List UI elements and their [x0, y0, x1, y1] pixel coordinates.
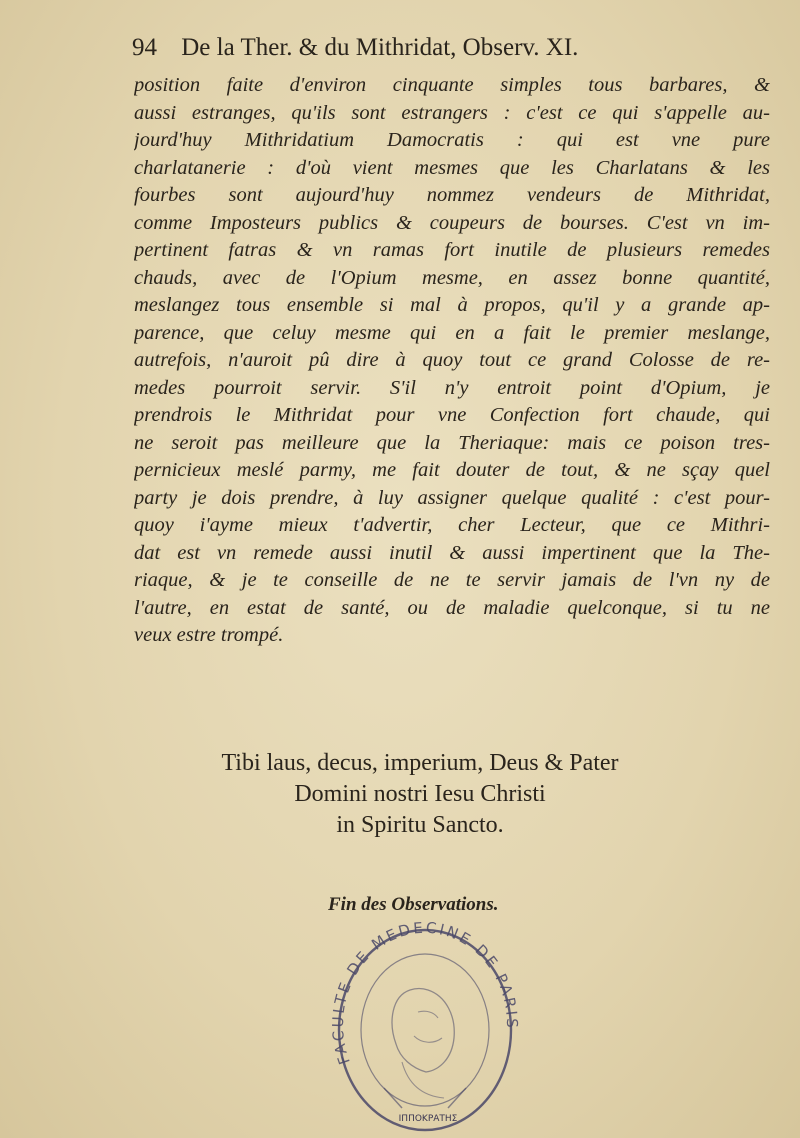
- text-line: meslangez tous ensemble si mal à propos, qu'il y a grande ap-: [134, 294, 770, 316]
- text-line: pernicieux meslé parmy, me fait douter de tout, & ne sçay quel: [134, 459, 770, 481]
- library-stamp-icon: [322, 912, 528, 1138]
- text-line: veux estre trompé.: [134, 624, 284, 646]
- page-number: 94: [132, 34, 157, 61]
- text-line: dat est vn remede aussi inutil & aussi impertinent que la The-: [134, 541, 770, 564]
- text-line: comme Imposteurs publics & coupeurs de bourses. C'est vn im-: [134, 211, 770, 234]
- text-line: aussi estranges, qu'ils sont estrangers : c'est ce qui s'appelle au-: [134, 101, 770, 124]
- text-line: quoy i'ayme mieux t'advertir, cher Lecteur, que ce Mithri-: [134, 514, 770, 536]
- text-line: medes pourroit servir. S'il n'y entroit point d'Opium, je: [134, 376, 770, 399]
- text-line: chauds, avec de l'Opium mesme, en assez bonne quantité,: [134, 266, 770, 289]
- body-paragraph: [134, 72, 770, 650]
- doxology: [150, 748, 690, 841]
- text-line: fourbes sont aujourd'huy nommez vendeurs de Mithridat,: [134, 184, 770, 206]
- stamp-bottom-lettering: ΙΠΠΟΚΡΑΤΗΣ: [398, 1114, 458, 1124]
- doxology-line: in Spiritu Sancto.: [336, 812, 504, 838]
- text-line: pertinent fatras & vn ramas fort inutile de plusieurs remedes: [134, 239, 770, 261]
- text-line: parence, que celuy mesme qui en a fait le premier meslange,: [134, 321, 770, 344]
- text-line: jourd'huy Mithridatium Damocratis : qui est vne pure: [134, 129, 770, 151]
- text-line: position faite d'environ cinquante simples tous barbares, &: [134, 74, 770, 96]
- text-line: prendrois le Mithridat pour vne Confection fort chaude, qui: [134, 404, 770, 426]
- text-line: l'autre, en estat de santé, ou de maladie quelconque, si tu ne: [134, 596, 770, 619]
- running-header: [132, 34, 692, 62]
- text-line: party je dois prendre, à luy assigner quelque qualité : c'est pour-: [134, 486, 770, 509]
- doxology-line: Domini nostri Iesu Christi: [294, 781, 546, 807]
- closing-line: Fin des Observations.: [328, 894, 499, 915]
- text-line: ne seroit pas meilleure que la Theriaque: mais ce poison tres-: [134, 431, 770, 454]
- text-line: charlatanerie : d'où vient mesmes que les Charlatans & les: [134, 156, 770, 179]
- doxology-line: Tibi laus, decus, imperium, Deus & Pater: [221, 750, 619, 776]
- running-title: De la Ther. & du Mithridat, Observ. XI.: [181, 34, 579, 61]
- stamp-lettering: FACULTE DE MEDECINE DE PARIS: [328, 918, 522, 1067]
- svg-text:FACULTE DE MEDECINE DE PARIS: [329, 919, 521, 1067]
- text-line: riaque, & je te conseille de ne te servir jamais de l'vn ny de: [134, 569, 770, 591]
- text-line: autrefois, n'auroit pû dire à quoy tout ce grand Colosse de re-: [134, 349, 770, 371]
